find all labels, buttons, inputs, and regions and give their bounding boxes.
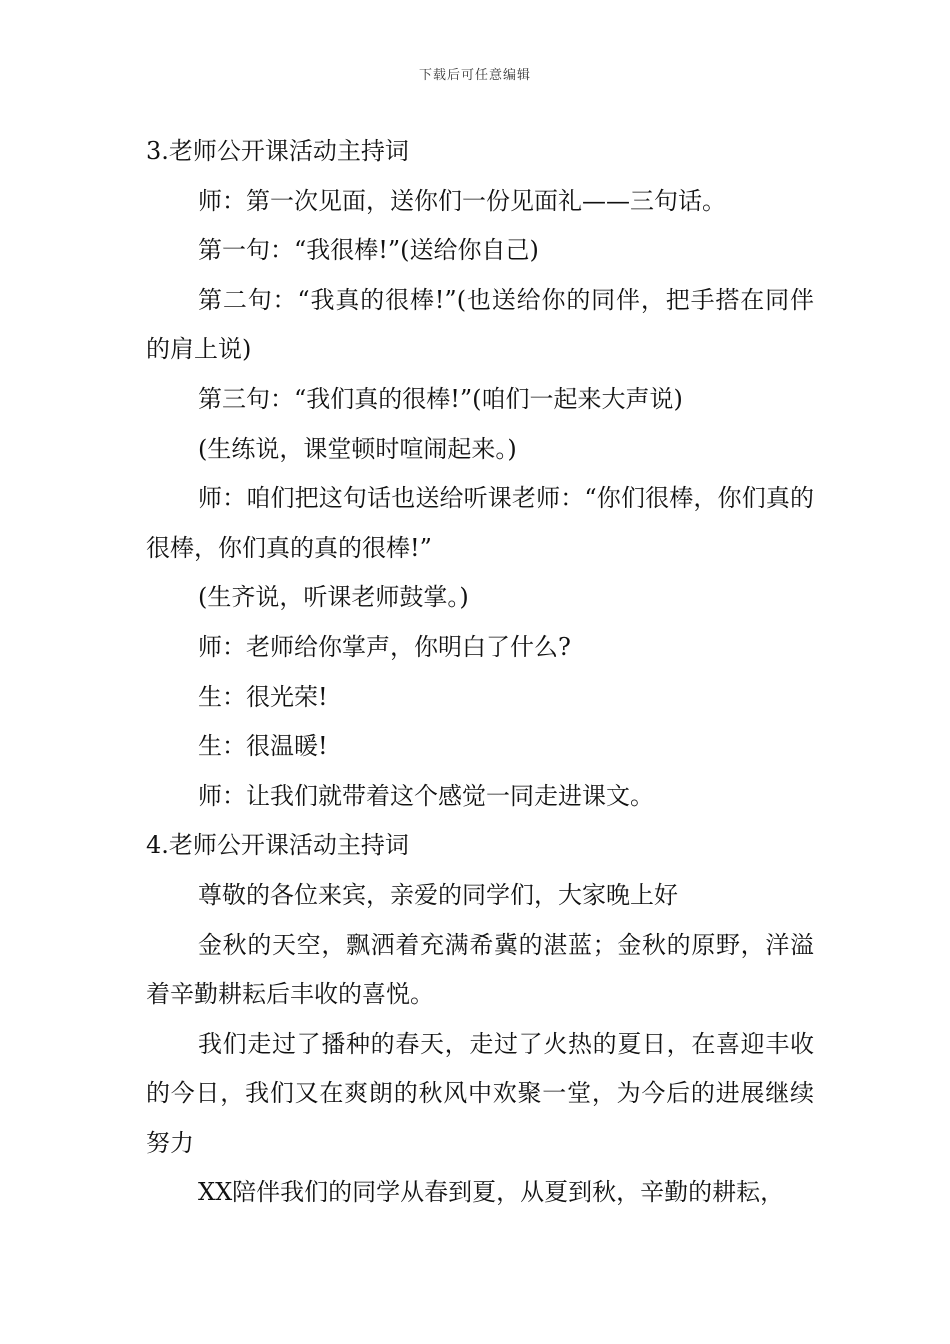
paragraph: 我们走过了播种的春天，走过了火热的夏日，在喜迎丰收的今日，我们又在爽朗的秋风中欢聚一堂，为今后的进展继续努力: [146, 1029, 814, 1157]
paragraph: 金秋的天空，飘洒着充满希冀的湛蓝；金秋的原野，洋溢着辛勤耕耘后丰收的喜悦。: [146, 930, 814, 1009]
paragraph: 第二句：“我真的很棒!”(也送给你的同伴，把手搭在同伴的肩上说): [146, 285, 814, 364]
section-heading: 4.老师公开课活动主持词: [146, 831, 409, 860]
paragraph: XX陪伴我们的同学从春到夏，从夏到秋，辛勤的耕耘，: [198, 1178, 785, 1207]
document-body: [146, 127, 814, 1218]
section-heading: 3.老师公开课活动主持词: [146, 137, 409, 165]
paragraph: 师：老师给你掌声，你明白了什么?: [198, 632, 571, 661]
paragraph: 师：咱们把这句话也送给听课老师：“你们很棒，你们真的很棒，你们真的真的很棒!”: [146, 484, 814, 562]
paragraph: (生齐说，听课老师鼓掌。): [198, 583, 469, 612]
paragraph: 第三句：“我们真的很棒!”(咱们一起来大声说): [198, 384, 683, 413]
paragraph: 师：第一次见面，送你们一份见面礼——三句话。: [198, 186, 726, 215]
paragraph: 第一句：“我很棒!”(送给你自己): [198, 236, 539, 265]
paragraph: (生练说，课堂顿时喧闹起来。): [198, 434, 517, 463]
page-header: 下载后可任意编辑: [418, 68, 531, 83]
paragraph: 生：很光荣!: [198, 682, 328, 711]
paragraph: 师：让我们就带着这个感觉一同走进课文。: [198, 781, 654, 810]
paragraph: 尊敬的各位来宾，亲爱的同学们，大家晚上好: [198, 880, 678, 909]
paragraph: 生：很温暖!: [198, 732, 328, 761]
